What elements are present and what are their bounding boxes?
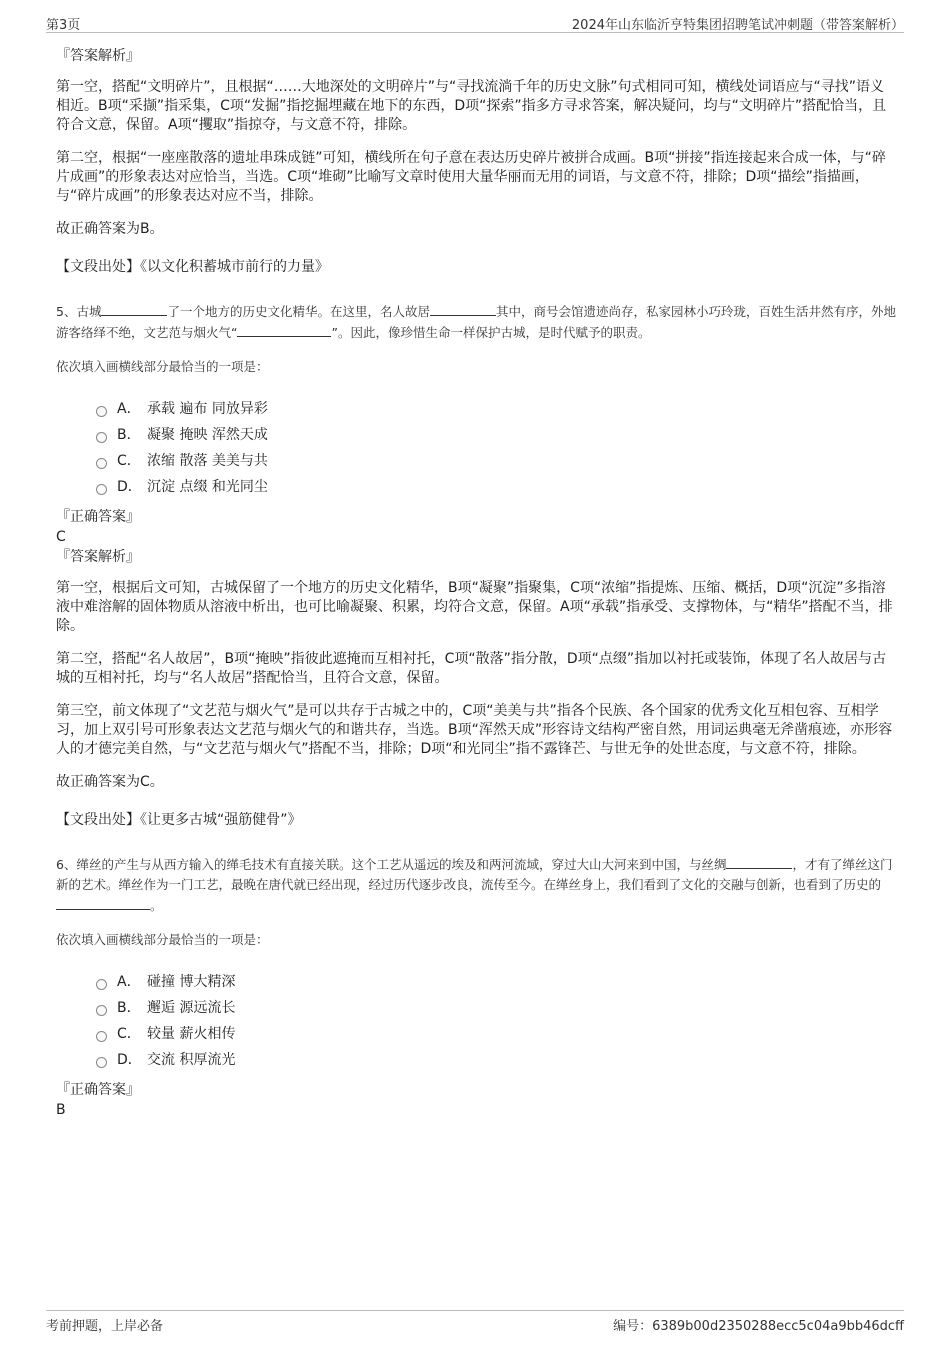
q6-stem: 6、缂丝的产生与从西方输入的缂毛技术有直接关联。这个工艺从遥远的埃及和两河流域，穿过大山大河来到中国，与丝绸 ，才有了缂丝这门新的艺术。缂丝作为一门工艺，最晚在唐代就已经出现，经过历代逐步改良，流传至今。在缂丝身上，我们看到了文化的交融与创新，也看到了历史的。 bbox=[56, 854, 896, 916]
document-title: 2024年山东临沂亨特集团招聘笔试冲刺题（带答案解析） bbox=[571, 18, 904, 33]
q5-prompt: 依次填入画横线部分最恰当的一项是： bbox=[56, 359, 269, 374]
q5-options bbox=[96, 395, 896, 499]
q5-analysis-label: 『答案解析』 bbox=[56, 549, 140, 565]
q6-prompt: 依次填入画横线部分最恰当的一项是： bbox=[56, 932, 269, 947]
q6-correct-value: B bbox=[56, 1102, 66, 1118]
q5-source: 【文段出处】《让更多古城“强筋健骨”》 bbox=[56, 812, 302, 828]
radio-icon[interactable] bbox=[96, 458, 107, 469]
q6-blank-2 bbox=[56, 895, 150, 910]
q4-source: 【文段出处】《以文化积蓄城市前行的力量》 bbox=[56, 259, 329, 275]
q5-correct-label: 『正确答案』 bbox=[56, 509, 140, 525]
q6-option-c[interactable]: C． 较量 薪火相传 bbox=[96, 1020, 896, 1046]
q5-analysis-p2: 第二空，搭配“名人故居”，B项“掩映”指彼此遮掩而互相衬托，C项“散落”指分散，D项“点缀”指加以衬托或装饰，体现了名人故居与古城的互相衬托，均与“名人故居”搭配恰当，且符合文意，保留。 bbox=[56, 651, 887, 686]
q4-analysis-label: 『答案解析』 bbox=[56, 48, 140, 64]
q6-options bbox=[96, 968, 896, 1072]
radio-icon[interactable] bbox=[96, 1005, 107, 1016]
q6-blank-1 bbox=[726, 854, 792, 869]
page-content bbox=[56, 46, 896, 1120]
radio-icon[interactable] bbox=[96, 432, 107, 443]
q6-option-d[interactable]: D． 交流 积厚流光 bbox=[96, 1046, 896, 1072]
q5-stem: 5、古城 了一个地方的历史文化精华。在这里，名人故居 其中，商号会馆遗迹尚存，私家园林小巧玲珑，百姓生活井然有序，外地游客络绎不绝，文艺范与烟火气“ ”。因此，像珍惜生命一样保护古城，是时代赋予的职责。 bbox=[56, 301, 896, 343]
page-footer bbox=[46, 1310, 904, 1335]
radio-icon[interactable] bbox=[96, 484, 107, 495]
q5-blank-2 bbox=[430, 301, 496, 316]
q5-option-c[interactable]: C． 浓缩 散落 美美与共 bbox=[96, 447, 896, 473]
radio-icon[interactable] bbox=[96, 406, 107, 417]
page-number: 第3页 bbox=[46, 18, 81, 33]
q5-option-b[interactable]: B． 凝聚 掩映 浑然天成 bbox=[96, 421, 896, 447]
q6-correct-label: 『正确答案』 bbox=[56, 1082, 140, 1098]
q6-option-a[interactable]: A． 碰撞 博大精深 bbox=[96, 968, 896, 994]
q5-conclusion: 故正确答案为C。 bbox=[56, 774, 164, 790]
q6-option-b[interactable]: B． 邂逅 源远流长 bbox=[96, 994, 896, 1020]
footer-slogan: 考前押题，上岸必备 bbox=[46, 1319, 164, 1334]
radio-icon[interactable] bbox=[96, 1057, 107, 1068]
q5-option-a[interactable]: A． 承载 遍布 同放异彩 bbox=[96, 395, 896, 421]
radio-icon[interactable] bbox=[96, 979, 107, 990]
q5-blank-1 bbox=[101, 301, 167, 316]
q5-correct-value: C bbox=[56, 529, 66, 545]
page-header bbox=[46, 14, 904, 33]
q4-analysis-p1: 第一空，搭配“文明碎片”，且根据“……大地深处的文明碎片”与“寻找流淌千年的历史文脉”句式相同可知，横线处词语应与“寻找”语义相近。B项“采撷”指采集，C项“发掘”指挖掘埋藏在地下的东西，D项“探索”指多方寻求答案，解决疑问，均与“文明碎片”搭配恰当，且符合文意，保留。A项“攫取”指掠夺，与文意不符，排除。 bbox=[56, 79, 887, 133]
q5-option-d[interactable]: D． 沉淀 点缀 和光同尘 bbox=[96, 473, 896, 499]
q4-conclusion: 故正确答案为B。 bbox=[56, 221, 164, 237]
q5-analysis-p3: 第三空，前文体现了“文艺范与烟火气”是可以共存于古城之中的，C项“美美与共”指各个民族、各个国家的优秀文化互相包容、互相学习，加上双引号可形象表达文艺范与烟火气的和谐共存，当选。B项“浑然天成”形容诗文结构严密自然，用词运典毫无斧凿痕迹，亦形容人的才德完美自然，与“文艺范与烟火气”搭配不当，排除；D项“和光同尘”指不露锋芒、与世无争的处世态度，与文意不符，排除。 bbox=[56, 703, 893, 757]
q5-blank-3 bbox=[237, 322, 331, 337]
q5-analysis-p1: 第一空，根据后文可知，古城保留了一个地方的历史文化精华，B项“凝聚”指聚集，C项“浓缩”指提炼、压缩、概括，D项“沉淀”多指溶液中难溶解的固体物质从溶液中析出，也可比喻凝聚、积累，均符合文意，保留。A项“承载”指承受、支撑物体，与“精华”搭配不当，排除。 bbox=[56, 580, 893, 634]
footer-serial: 编号：6389b00d2350288ecc5c04a9bb46dcff bbox=[613, 1319, 904, 1334]
q4-analysis-p2: 第二空，根据“一座座散落的遗址串珠成链”可知，横线所在句子意在表达历史碎片被拼合成画。B项“拼接”指连接起来合成一体，与“碎片成画”的形象表达对应恰当，当选。C项“堆砌”比喻写文章时使用大量华丽而无用的词语，与文意不符，排除；D项“描绘”指描画，与“碎片成画”的形象表达对应不当，排除。 bbox=[56, 150, 886, 204]
radio-icon[interactable] bbox=[96, 1031, 107, 1042]
